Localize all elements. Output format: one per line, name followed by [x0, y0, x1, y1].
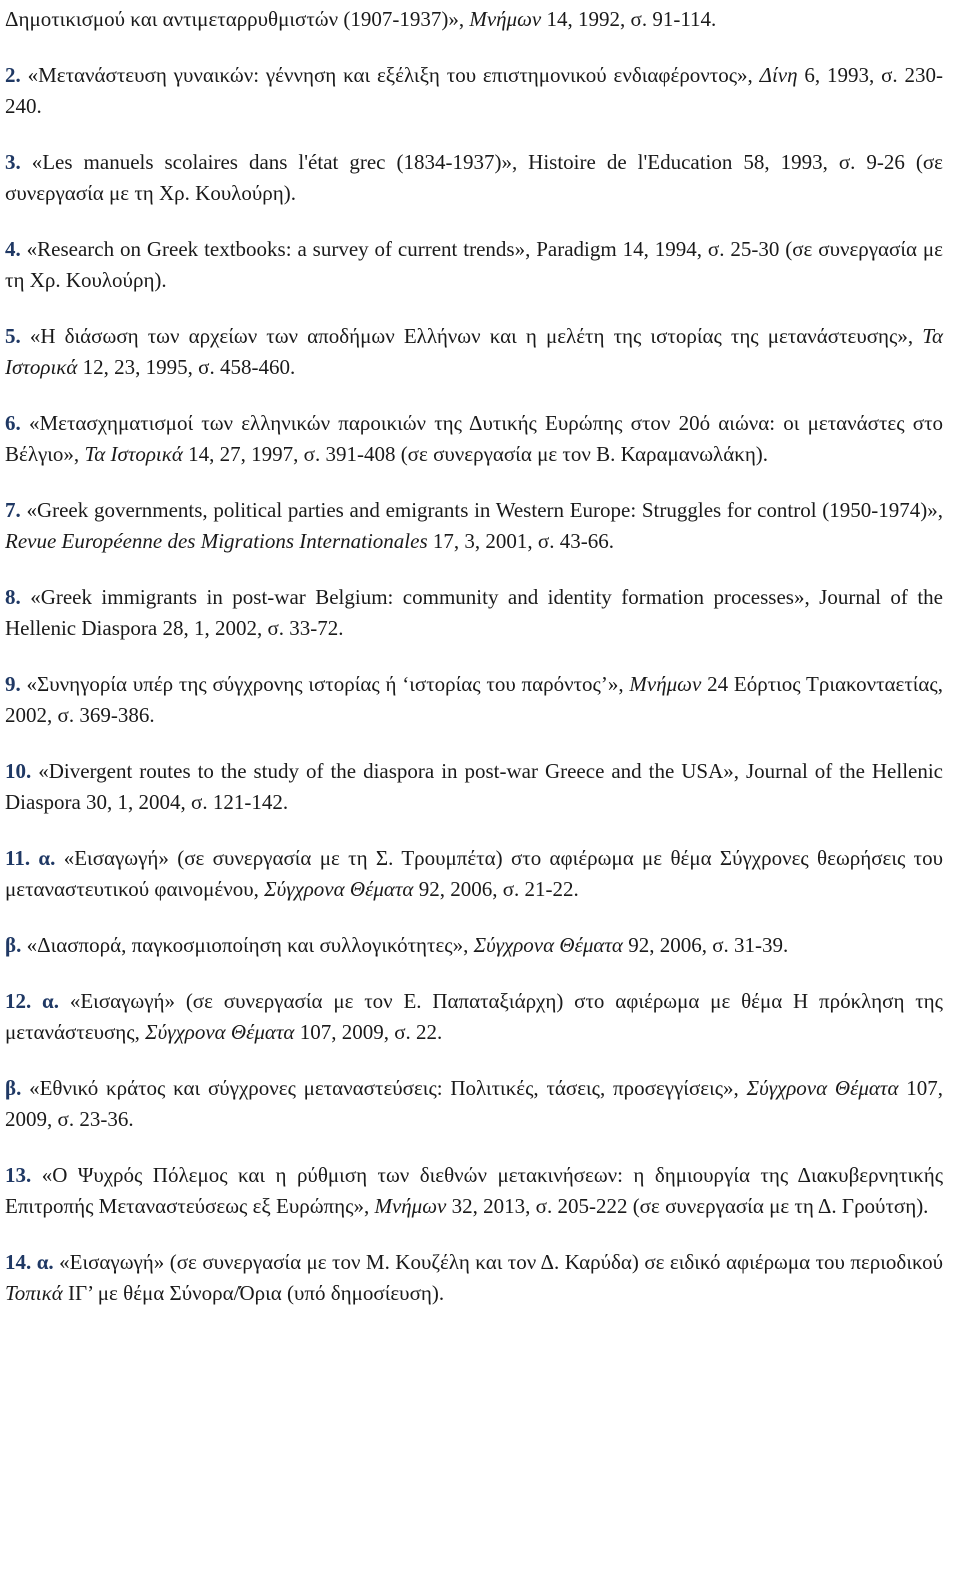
- journal-title: Σύγχρονα Θέματα: [264, 877, 414, 901]
- bibliography-entry: [5, 1073, 943, 1135]
- entry-text: «Η διάσωση των αρχείων των αποδήμων Ελλήνων και η μελέτη της ιστορίας της μετανάστευσης»,: [29, 324, 923, 348]
- entry-text: 107, 2009, σ. 23-36.: [5, 1076, 944, 1131]
- entry-number: β.: [5, 1076, 22, 1100]
- entry-number: 6.: [5, 411, 21, 435]
- entry-text: 14, 27, 1997, σ. 391-408 (σε συνεργασία με τον Β. Καραμανωλάκη).: [182, 442, 769, 466]
- entry-number: 8.: [5, 585, 21, 609]
- journal-title: Revue Européenne des Migrations Internationales: [5, 529, 428, 553]
- entry-text: «Εισαγωγή» (σε συνεργασία με τη Σ. Τρουμπέτα) στο αφιέρωμα με θέμα Σύγχρονες θεωρήσεις του μεταναστευτικού φαινομένου,: [5, 846, 943, 901]
- entry-number: 7.: [5, 498, 21, 522]
- entry-number: 4.: [5, 237, 21, 261]
- bibliography-entry: [5, 930, 943, 961]
- bibliography-entry: [5, 495, 943, 557]
- journal-title: Τα Ιστορικά: [5, 324, 943, 379]
- journal-title: Σύγχρονα Θέματα: [145, 1020, 295, 1044]
- bibliography-entry: [5, 1160, 943, 1222]
- entry-number: 2.: [5, 63, 21, 87]
- entry-text: «Μετανάστευση γυναικών: γέννηση και εξέλιξη του επιστημονικού ενδιαφέροντος»,: [27, 63, 760, 87]
- journal-title: Μνήμων: [469, 7, 542, 31]
- entry-number: 14. α.: [5, 1250, 54, 1274]
- journal-title: Δίνη: [759, 63, 798, 87]
- bibliography-entry: [5, 147, 943, 209]
- entry-text: «Μετασχηματισμοί των ελληνικών παροικιών της Δυτικής Ευρώπης στον 20ό αιώνα: οι μετανάστες στο Βέλγιο»,: [5, 411, 944, 466]
- bibliography-entry: [5, 234, 943, 296]
- journal-title: Σύγχρονα Θέματα: [746, 1076, 899, 1100]
- entry-text: 17, 3, 2001, σ. 43-66.: [427, 529, 614, 553]
- entry-text: 92, 2006, σ. 21-22.: [413, 877, 579, 901]
- entry-number: 11. α.: [5, 846, 56, 870]
- entry-text: 92, 2006, σ. 31-39.: [622, 933, 789, 957]
- entry-text: 14, 1992, σ. 91-114.: [541, 7, 717, 31]
- entry-text: ΙΓ’ με θέμα Σύνορα/Όρια (υπό δημοσίευση).: [62, 1281, 445, 1305]
- entry-number: 10.: [5, 759, 32, 783]
- bibliography-entry: [5, 408, 943, 470]
- entry-number: 12. α.: [5, 989, 60, 1013]
- entry-number: 13.: [5, 1163, 32, 1187]
- bibliography-entry: [5, 4, 943, 35]
- entry-text: «Divergent routes to the study of the diaspora in post-war Greece and the USA», Journal of the Hellenic Diaspora 30, 1, 2004, σ. 121-142.: [5, 759, 944, 814]
- entry-text: «Greek immigrants in post-war Belgium: community and identity formation processes», Journal of the Hellenic Diaspora 28, 1, 2002, σ. 33-72.: [5, 585, 943, 640]
- journal-title: Τοπικά: [5, 1281, 63, 1305]
- journal-title: Σύγχρονα Θέματα: [473, 933, 623, 957]
- journal-title: Μνήμων: [374, 1194, 447, 1218]
- journal-title: Μνήμων: [629, 672, 702, 696]
- entry-number: β.: [5, 933, 22, 957]
- entry-number: 9.: [5, 672, 21, 696]
- entry-text: «Εισαγωγή» (σε συνεργασία με τον Μ. Κουζέλη και τον Δ. Καρύδα) σε ειδικό αφιέρωμα του περιοδικού: [59, 1250, 943, 1274]
- bibliography-entry: [5, 60, 943, 122]
- entry-text: 107, 2009, σ. 22.: [294, 1020, 443, 1044]
- entry-text: «Les manuels scolaires dans l'état grec (1834-1937)», Histoire de l'Education 58, 1993, σ. 9-26 (σε συνεργασία με τη Χρ. Κουλούρη).: [5, 150, 943, 205]
- bibliography-entry: [5, 986, 943, 1048]
- bibliography-entry: [5, 669, 943, 731]
- entry-text: «Research on Greek textbooks: a survey of current trends», Paradigm 14, 1994, σ. 25-30 (σε συνεργασία με τη Χρ. Κουλούρη).: [5, 237, 943, 292]
- entry-text: 12, 23, 1995, σ. 458-460.: [77, 355, 296, 379]
- entry-number: 5.: [5, 324, 21, 348]
- entry-text: «Εισαγωγή» (σε συνεργασία με τον Ε. Παπαταξιάρχη) στο αφιέρωμα με θέμα Η πρόκληση της μετανάστευσης,: [5, 989, 943, 1044]
- entry-text: Δημοτικισμού και αντιμεταρρυθμιστών (1907-1937)»,: [5, 7, 470, 31]
- entry-text: «Greek governments, political parties and emigrants in Western Europe: Struggles for control (1950-1974)»,: [26, 498, 943, 522]
- bibliography-entry: [5, 843, 943, 905]
- bibliography-entry: [5, 1247, 943, 1309]
- bibliography-entry: [5, 321, 943, 383]
- entry-text: «Ο Ψυχρός Πόλεμος και η ρύθμιση των διεθνών μετακινήσεων: η δημιουργία της Διακυβερνητικής Επιτροπής Μεταναστεύσεως εξ Ευρώπης»,: [5, 1163, 944, 1218]
- entry-number: 3.: [5, 150, 21, 174]
- entry-text: «Εθνικό κράτος και σύγχρονες μεταναστεύσεις: Πολιτικές, τάσεις, προσεγγίσεις»,: [29, 1076, 747, 1100]
- entry-text: 32, 2013, σ. 205-222 (σε συνεργασία με τη Δ. Γρούτση).: [446, 1194, 929, 1218]
- bibliography-entry: [5, 756, 943, 818]
- journal-title: Τα Ιστορικά: [84, 442, 183, 466]
- entry-text: 24 Εόρτιος Τριακονταετίας, 2002, σ. 369-386.: [5, 672, 944, 727]
- entry-text: «Διασπορά, παγκοσμιοποίηση και συλλογικότητες»,: [26, 933, 474, 957]
- entry-text: 6, 1993, σ. 230-240.: [5, 63, 943, 118]
- entry-text: «Συνηγορία υπέρ της σύγχρονης ιστορίας ή ‘ιστορίας του παρόντος’»,: [26, 672, 630, 696]
- bibliography-entry: [5, 582, 943, 644]
